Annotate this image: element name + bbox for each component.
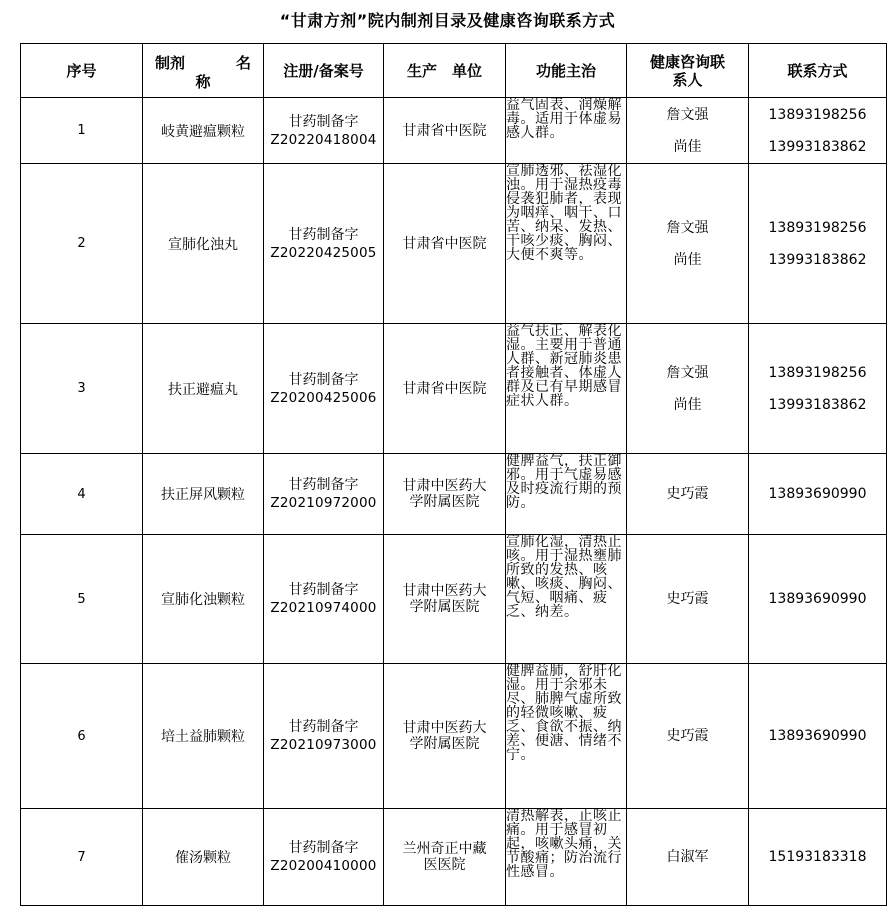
phone-1: 13893690990 xyxy=(768,486,867,502)
contact-person-1: 白淑军 xyxy=(666,849,709,865)
table-row xyxy=(21,324,887,454)
contact-person-2: 尚佳 xyxy=(673,138,702,155)
function-text: 健脾益肺，舒肝化湿。用于余邪未尽、肺脾气虚所致的轻微咳嗽、疲乏、食欲不振、纳差、便溏、情绪不宁。 xyxy=(506,664,622,763)
cell-name: 扶正屏风颗粒 xyxy=(143,454,264,535)
cell-phone xyxy=(749,809,887,906)
header-name-part1: 制剂 xyxy=(155,54,186,72)
cell-registration xyxy=(264,664,384,809)
contact-person-1: 詹文强 xyxy=(666,219,709,236)
cell-producer xyxy=(384,324,506,454)
cell-function xyxy=(506,324,627,454)
producer-line2: 医医院 xyxy=(423,857,466,873)
reg-code: Z20200410000 xyxy=(270,858,377,874)
producer-line1: 甘肃省中医院 xyxy=(402,235,487,252)
cell-registration xyxy=(264,535,384,664)
cell-contact-person xyxy=(627,454,749,535)
cell-name: 岐黄避瘟颗粒 xyxy=(143,98,264,164)
header-name xyxy=(143,44,264,98)
cell-registration xyxy=(264,454,384,535)
cell-function xyxy=(506,809,627,906)
cell-function xyxy=(506,98,627,164)
cell-producer xyxy=(384,454,506,535)
phone-1: 13893690990 xyxy=(768,591,867,607)
phone-1: 15193183318 xyxy=(768,849,867,865)
contact-person-1: 詹文强 xyxy=(666,106,709,123)
cell-function xyxy=(506,164,627,324)
phone-1: 13893690990 xyxy=(768,728,867,744)
reg-code: Z20200425006 xyxy=(270,389,377,406)
cell-registration xyxy=(264,809,384,906)
header-function: 功能主治 xyxy=(506,44,627,98)
producer-line1: 甘肃省中医院 xyxy=(402,122,487,139)
producer-line1: 甘肃中医药大 xyxy=(402,583,487,599)
cell-producer xyxy=(384,164,506,324)
cell-registration xyxy=(264,324,384,454)
cell-contact-person xyxy=(627,98,749,164)
cell-index: 1 xyxy=(21,98,143,164)
phone-1: 13893198256 xyxy=(768,219,867,236)
function-text: 益气固表、润燥解毒。适用于体虚易感人群。 xyxy=(506,98,622,141)
cell-producer xyxy=(384,809,506,906)
header-index: 序号 xyxy=(21,44,143,98)
table-row xyxy=(21,535,887,664)
reg-code: Z20210974000 xyxy=(270,600,377,616)
contact-person-2: 尚佳 xyxy=(673,396,702,413)
cell-registration xyxy=(264,98,384,164)
table-row xyxy=(21,809,887,906)
header-contact-line2: 系人 xyxy=(672,70,703,89)
cell-name: 宣肺化浊丸 xyxy=(143,164,264,324)
table-row xyxy=(21,164,887,324)
contact-person-1: 史巧霞 xyxy=(666,728,709,744)
reg-prefix: 甘药制备字 xyxy=(288,113,359,130)
cell-producer xyxy=(384,535,506,664)
cell-name: 宣肺化浊颗粒 xyxy=(143,535,264,664)
cell-index: 2 xyxy=(21,164,143,324)
cell-producer xyxy=(384,98,506,164)
cell-phone xyxy=(749,535,887,664)
header-name-part3: 称 xyxy=(195,73,211,91)
cell-index: 6 xyxy=(21,664,143,809)
function-text: 益气扶正、解表化湿。主要用于普通人群、新冠肺炎患者接触者、体虚人群及已有早期感冒症状人群。 xyxy=(506,324,622,409)
producer-line2: 学附属医院 xyxy=(409,736,480,752)
contact-person-1: 史巧霞 xyxy=(666,486,709,502)
contact-person-1: 史巧霞 xyxy=(666,591,709,607)
header-phone: 联系方式 xyxy=(749,44,887,98)
cell-index: 5 xyxy=(21,535,143,664)
reg-prefix: 甘药制备字 xyxy=(288,477,359,493)
cell-function xyxy=(506,664,627,809)
cell-contact-person xyxy=(627,535,749,664)
table-row xyxy=(21,664,887,809)
reg-prefix: 甘药制备字 xyxy=(288,719,359,735)
producer-line2: 学附属医院 xyxy=(409,494,480,510)
header-name-part2: 名 xyxy=(235,54,251,72)
cell-contact-person xyxy=(627,664,749,809)
cell-function xyxy=(506,535,627,664)
header-producer: 生产 单位 xyxy=(384,44,506,98)
reg-code: Z20220418004 xyxy=(270,131,377,148)
cell-registration xyxy=(264,164,384,324)
function-text: 宣肺透邪、祛湿化浊。用于湿热疫毒侵袭犯肺者，表现为咽痒、咽干、口苦、纳呆、发热、干咳少痰、胸闷、大便不爽等。 xyxy=(506,164,622,263)
cell-phone xyxy=(749,164,887,324)
header-contact-line1: 健康咨询联 xyxy=(649,52,725,71)
phone-2: 13993183862 xyxy=(768,138,867,155)
function-text: 健脾益气，扶正御邪。用于气虚易感及时疫流行期的预防。 xyxy=(506,454,622,511)
phone-1: 13893198256 xyxy=(768,106,867,123)
cell-name: 扶正避瘟丸 xyxy=(143,324,264,454)
cell-index: 3 xyxy=(21,324,143,454)
formulary-table xyxy=(20,43,887,906)
header-row xyxy=(21,44,887,98)
function-text: 清热解表，止咳止痛。用于感冒初起，咳嗽头痛，关节酸痛；防治流行性感冒。 xyxy=(506,809,622,880)
cell-name: 傕汤颗粒 xyxy=(143,809,264,906)
cell-index: 7 xyxy=(21,809,143,906)
cell-index: 4 xyxy=(21,454,143,535)
reg-prefix: 甘药制备字 xyxy=(288,226,359,243)
contact-person-1: 詹文强 xyxy=(666,364,709,381)
reg-code: Z20210973000 xyxy=(270,737,377,753)
table-row xyxy=(21,454,887,535)
cell-phone xyxy=(749,454,887,535)
reg-code: Z20210972000 xyxy=(270,495,377,511)
phone-1: 13893198256 xyxy=(768,364,867,381)
cell-contact-person xyxy=(627,324,749,454)
cell-phone xyxy=(749,98,887,164)
producer-line1: 甘肃中医药大 xyxy=(402,720,487,736)
header-contact xyxy=(627,44,749,98)
reg-prefix: 甘药制备字 xyxy=(288,582,359,598)
phone-2: 13993183862 xyxy=(768,396,867,413)
producer-line1: 兰州奇正中藏 xyxy=(402,841,487,857)
producer-line1: 甘肃省中医院 xyxy=(402,380,487,397)
cell-contact-person xyxy=(627,164,749,324)
contact-person-2: 尚佳 xyxy=(673,251,702,268)
cell-function xyxy=(506,454,627,535)
producer-line1: 甘肃中医药大 xyxy=(402,478,487,494)
function-text: 宣肺化湿，清热止咳。用于湿热壅肺所致的发热、咳嗽、咳痰、胸闷、气短、咽痛、疲乏、纳差。 xyxy=(506,535,622,620)
reg-code: Z20220425005 xyxy=(270,244,377,261)
reg-prefix: 甘药制备字 xyxy=(288,371,359,388)
phone-2: 13993183862 xyxy=(768,251,867,268)
page-title: “甘肃方剂”院内制剂目录及健康咨询联系方式 xyxy=(279,11,616,30)
cell-phone xyxy=(749,664,887,809)
reg-prefix: 甘药制备字 xyxy=(288,840,359,856)
cell-contact-person xyxy=(627,809,749,906)
producer-line2: 学附属医院 xyxy=(409,599,480,615)
cell-name: 培土益肺颗粒 xyxy=(143,664,264,809)
header-registration: 注册/备案号 xyxy=(264,44,384,98)
table-row xyxy=(21,98,887,164)
cell-producer xyxy=(384,664,506,809)
cell-phone xyxy=(749,324,887,454)
